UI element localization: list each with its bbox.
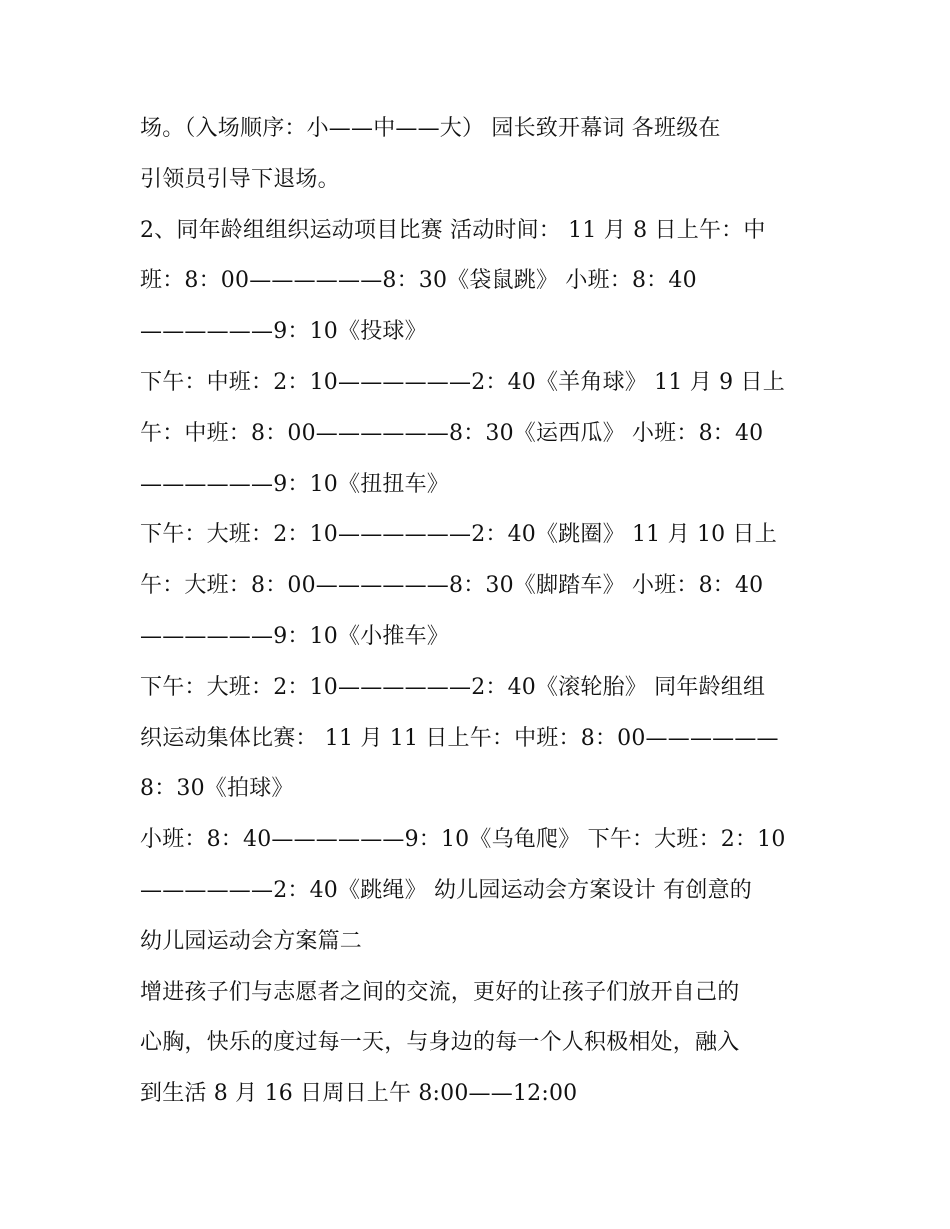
text-line: ——————9：10《扭扭车》 [140,471,449,497]
text-line: 下午：大班：2：10——————2：40《滚轮胎》 同年龄组组 [140,674,766,700]
text-line: 心胸，快乐的度过每一天，与身边的每一个人积极相处，融入 [140,1030,740,1056]
text-line: 引领员引导下退场。 [140,166,340,192]
text-line: 场。（入场顺序：小——中——大） 园长致开幕词 各班级在 [140,116,721,141]
text-line: 幼儿园运动会方案篇二 [140,928,363,954]
text-line: 2、同年龄组组织运动项目比赛 活动时间： 11 月 8 日上午：中 [140,217,766,243]
text-line: ——————9：10《投球》 [140,319,427,345]
text-line: 班：8：00——————8：30《袋鼠跳》 小班：8：40 [140,268,697,294]
text-line: 8：30《拍球》 [140,776,294,802]
text-line: 增进孩子们与志愿者之间的交流，更好的让孩子们放开自己的 [140,979,740,1005]
text-line: 到生活 8 月 16 日周日上午 8:00——12:00 [140,1081,578,1107]
text-line: 小班：8：40——————9：10《乌龟爬》 下午：大班：2：10 [140,827,786,853]
text-line: 午：大班：8：00——————8：30《脚踏车》 小班：8：40 [140,573,764,599]
text-line: 午：中班：8：00——————8：30《运西瓜》 小班：8：40 [140,420,764,446]
text-line: 下午：大班：2：10——————2：40《跳圈》 11 月 10 日上 [140,522,777,548]
text-line: 织运动集体比赛： 11 月 11 日上午：中班：8：00—————— [140,725,779,751]
text-line: ——————9：10《小推车》 [140,623,449,649]
document-body [140,104,830,1120]
text-line: ——————2：40《跳绳》 幼儿园运动会方案设计 有创意的 [140,877,752,903]
text-line: 下午：中班：2：10——————2：40《羊角球》 11 月 9 日上 [140,369,785,395]
